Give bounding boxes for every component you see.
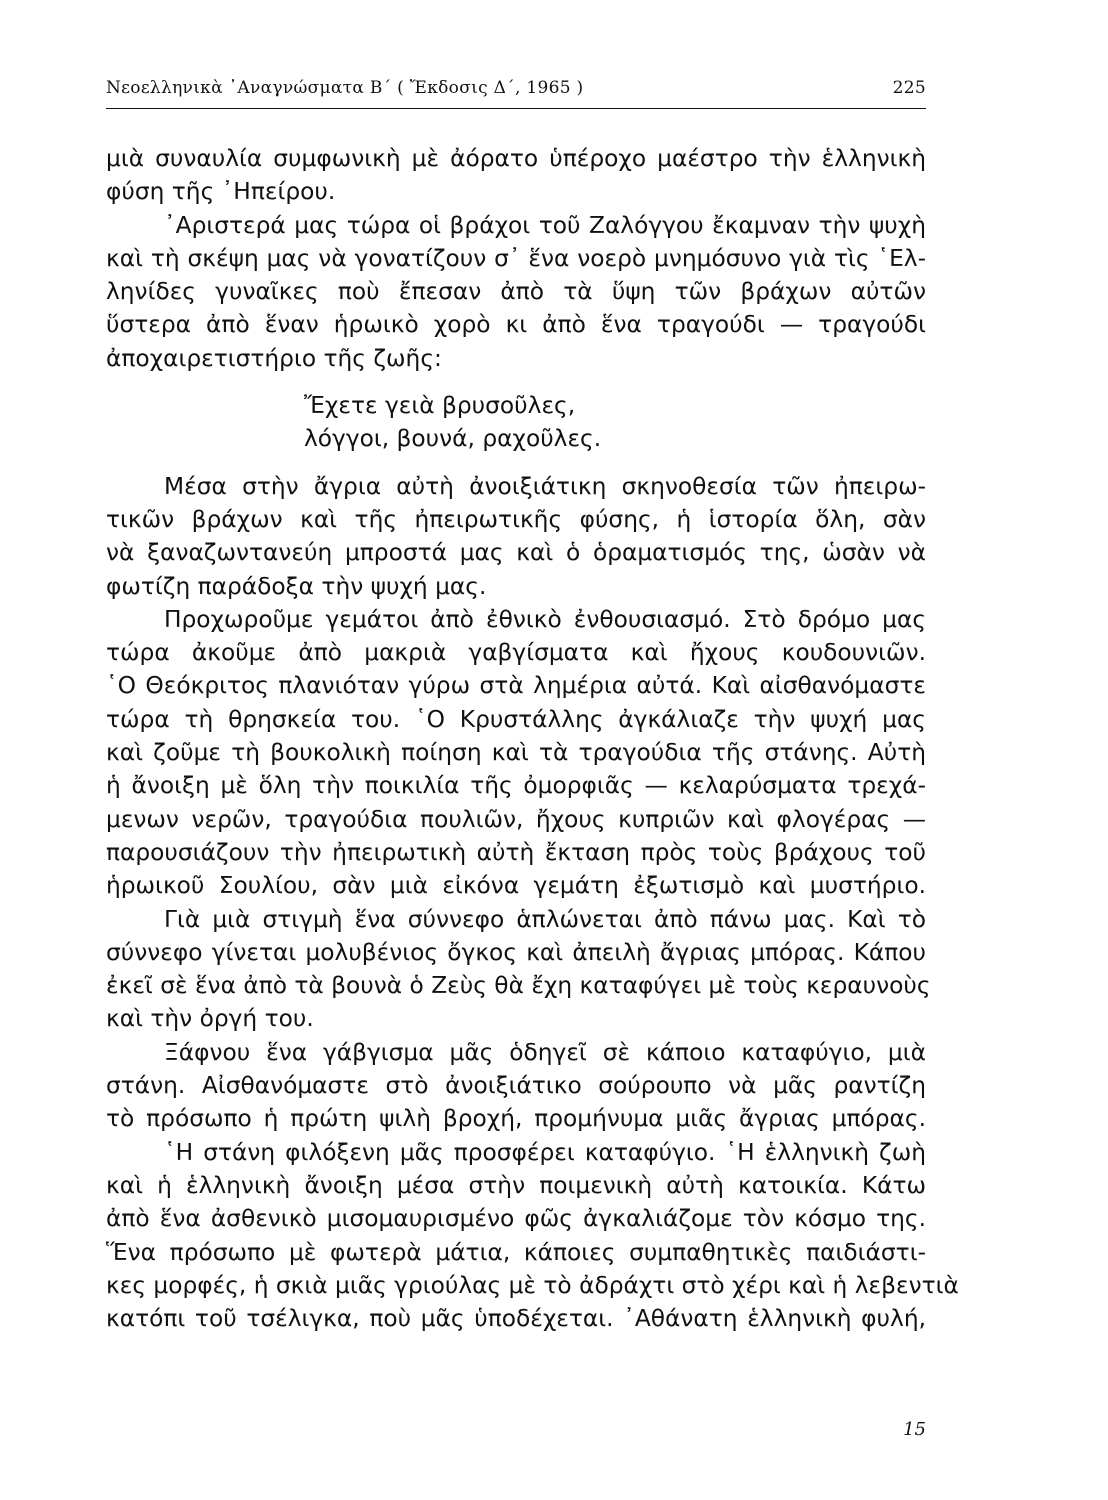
verse-line: λόγγοι, βουνά, ραχοῦλες. — [304, 425, 602, 453]
text-line: καὶ ζοῦμε τὴ βουκολικὴ ποίηση καὶ τὰ τραγούδια τῆς στάνης. Αὐτὴ — [106, 739, 926, 767]
text-line: καὶ ἡ ἑλληνικὴ ἄνοιξη μέσα στὴν ποιμενικὴ αὐτὴ κατοικία. Κάτω — [106, 1171, 926, 1199]
body-text — [106, 142, 959, 1335]
text-line: ἀπὸ ἕνα ἀσθενικὸ μισομαυρισμένο φῶς ἀγκαλιάζομε τὸν κόσμο της. — [106, 1205, 926, 1233]
text-line: μιὰ συναυλία συμφωνικὴ μὲ ἀόρατο ὑπέροχο μαέστρο τὴν ἑλληνικὴ — [106, 145, 926, 172]
text-line: Προχωροῦμε γεμάτοι ἀπὸ ἐθνικὸ ἐνθουσιασμό. Στὸ δρόμο μας — [164, 605, 926, 633]
text-line: τὸ πρόσωπο ἡ πρώτη ψιλὴ βροχή, προμήνυμα μιᾶς ἄγριας μπόρας. — [106, 1105, 926, 1133]
text-line: Ἕνα πρόσωπο μὲ φωτερὰ μάτια, κάποιες συμπαθητικὲς παιδιάστι- — [106, 1238, 926, 1266]
text-line: ἡρωικοῦ Σουλίου, σὰν μιὰ εἰκόνα γεμάτη ἐξωτισμὸ καὶ μυστήριο. — [106, 872, 926, 900]
page-header — [106, 70, 926, 104]
text-line: τικῶν βράχων καὶ τῆς ἠπειρωτικῆς φύσης, ἡ ἱστορία ὅλη, σὰν — [106, 505, 926, 533]
verse-line: Ἔχετε γειὰ βρυσοῦλες, — [304, 392, 576, 420]
text-line: τώρα τὴ θρησκεία του. ῾Ο Κρυστάλλης ἀγκάλιαζε τὴν ψυχή μας — [106, 705, 926, 733]
text-line: κατόπι τοῦ τσέλιγκα, ποὺ μᾶς ὑποδέχεται. ᾿Αθάνατη ἑλληνικὴ φυλή, — [106, 1305, 926, 1333]
page-number: 225 — [892, 78, 926, 98]
text-line: καὶ τὴ σκέψη μας νὰ γονατίζουν σ᾿ ἕνα νοερὸ μνημόσυνο γιὰ τὶς ῾Ελ- — [106, 244, 926, 272]
book-page — [106, 70, 959, 1470]
text-line: ῾Ο Θεόκριτος πλανιόταν γύρω στὰ λημέρια αὐτά. Καὶ αἰσθανόμαστε — [106, 672, 926, 700]
text-line: ἀποχαιρετιστήριο τῆς ζωῆς: — [106, 344, 442, 372]
text-line: φύση τῆς ᾿Ηπείρου. — [106, 178, 336, 206]
text-line: τώρα ἀκοῦμε ἀπὸ μακριὰ γαβγίσματα καὶ ἤχους κουδουνιῶν. — [106, 639, 926, 667]
text-line: σύννεφο γίνεται μολυβένιος ὄγκος καὶ ἀπειλὴ ἄγριας μπόρας. Κάπου — [106, 938, 926, 966]
text-line: ἐκεῖ σὲ ἕνα ἀπὸ τὰ βουνὰ ὁ Ζεὺς θὰ ἔχη καταφύγει μὲ τοὺς κεραυνοὺς — [106, 972, 931, 1000]
text-line: ὕστερα ἀπὸ ἕναν ἡρωικὸ χορὸ κι ἀπὸ ἕνα τραγούδι — τραγούδι — [106, 311, 926, 339]
text-line: Ξάφνου ἕνα γάβγισμα μᾶς ὁδηγεῖ σὲ κάποιο καταφύγιο, μιὰ — [164, 1038, 926, 1066]
text-line: ἡ ἄνοιξη μὲ ὅλη τὴν ποικιλία τῆς ὀμορφιᾶς — κελαρύσματα τρεχά- — [106, 772, 926, 800]
text-line: Μέσα στὴν ἄγρια αὐτὴ ἀνοιξιάτικη σκηνοθεσία τῶν ἠπειρω- — [164, 472, 926, 500]
text-line: Γιὰ μιὰ στιγμὴ ἕνα σύννεφο ἁπλώνεται ἀπὸ πάνω μας. Καὶ τὸ — [164, 905, 926, 933]
text-line: ληνίδες γυναῖκες ποὺ ἔπεσαν ἀπὸ τὰ ὕψη τῶν βράχων αὐτῶν — [106, 278, 926, 306]
text-line: καὶ τὴν ὀργή του. — [106, 1005, 314, 1033]
text-line: μενων νερῶν, τραγούδια πουλιῶν, ἤχους κυπριῶν καὶ φλογέρας — — [106, 805, 926, 833]
running-title: Νεοελληνικὰ ᾿Αναγνώσματα Β΄ ( Ἔκδοσις Δ΄, 1965 ) — [106, 78, 584, 98]
text-line: φωτίζη παράδοξα τὴν ψυχή μας. — [106, 572, 487, 600]
text-line: νὰ ξαναζωντανεύη μπροστά μας καὶ ὁ ὁραματισμός της, ὡσὰν νὰ — [106, 539, 926, 567]
signature-mark: 15 — [903, 1419, 926, 1440]
header-rule — [106, 108, 926, 109]
text-line: ᾿Αριστερά μας τώρα οἱ βράχοι τοῦ Ζαλόγγου ἔκαμναν τὴν ψυχὴ — [164, 211, 926, 239]
text-line: κες μορφές, ἡ σκιὰ μιᾶς γριούλας μὲ τὸ ἀδράχτι στὸ χέρι καὶ ἡ λεβεντιὰ — [106, 1271, 959, 1299]
text-line: ῾Η στάνη φιλόξενη μᾶς προσφέρει καταφύγιο. ῾Η ἑλληνικὴ ζωὴ — [164, 1138, 926, 1166]
text-line: παρουσιάζουν τὴν ἠπειρωτικὴ αὐτὴ ἔκταση πρὸς τοὺς βράχους τοῦ — [106, 838, 926, 866]
text-line: στάνη. Αἰσθανόμαστε στὸ ἀνοιξιάτικο σούρουπο νὰ μᾶς ραντίζη — [106, 1072, 926, 1100]
